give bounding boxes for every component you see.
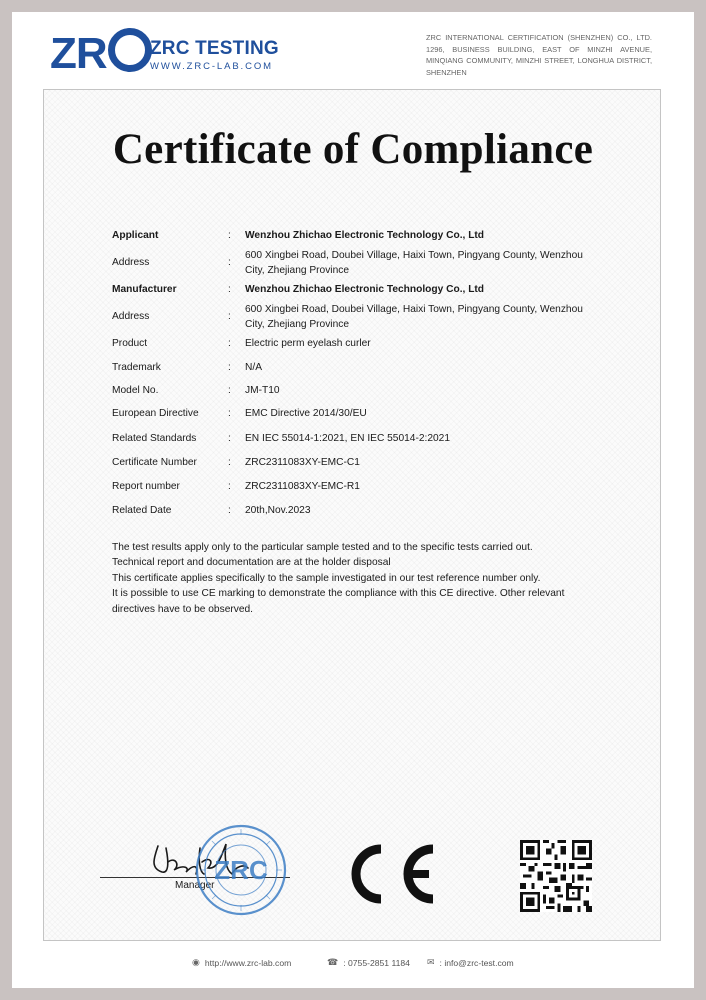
footer-website	[192, 957, 291, 968]
globe-icon: ◉	[192, 957, 200, 967]
field-colon: :	[228, 385, 231, 396]
footer-email	[427, 957, 514, 968]
field-label: Address	[112, 311, 150, 322]
field-colon: :	[228, 408, 231, 419]
field-value: 600 Xingbei Road, Doubei Village, Haixi Town, Pingyang County, Wenzhou City, Zhejiang Province	[245, 304, 583, 330]
company-address: ZRC INTERNATIONAL CERTIFICATION (SHENZHEN) CO., LTD. 1296, BUSINESS BUILDING, EAST OF MINZHI AVENUE, MINQIANG COMMUNITY, MINZHI STREET, LONGHUA DISTRICT, SHENZHEN	[426, 33, 652, 77]
field-label: Related Standards	[112, 433, 197, 444]
field-value: N/A	[245, 362, 262, 373]
note-line: Technical report and documentation are at the holder disposal	[112, 557, 391, 569]
qr-code-icon	[520, 840, 592, 912]
note-line: It is possible to use CE marking to demonstrate the compliance with this CE directive. Other relevant directives have to be observed.	[112, 588, 565, 615]
field-colon: :	[228, 433, 231, 444]
field-colon: :	[228, 505, 231, 516]
website-link[interactable]: http://www.zrc-lab.com	[204, 957, 292, 968]
field-label: Report number	[112, 481, 180, 492]
field-colon: :	[228, 257, 231, 268]
footer-phone	[327, 957, 410, 968]
zrc-logo: ZR	[50, 28, 153, 80]
field-label: Model No.	[112, 385, 159, 396]
field-value: 600 Xingbei Road, Doubei Village, Haixi Town, Pingyang County, Wenzhou City, Zhejiang Province	[245, 250, 583, 276]
logo-url: WWW.ZRC-LAB.COM	[150, 61, 273, 72]
field-value: ZRC2311083XY-EMC-R1	[245, 481, 360, 492]
field-label: Applicant	[112, 230, 159, 241]
field-colon: :	[228, 284, 231, 295]
ce-mark-icon	[347, 841, 437, 907]
field-label: Product	[112, 338, 148, 349]
field-value: Electric perm eyelash curler	[245, 338, 371, 349]
field-value: EMC Directive 2014/30/EU	[245, 408, 367, 419]
note-line: The test results apply only to the particular sample tested and to the specific tests carried out.	[112, 542, 533, 553]
email-address[interactable]: : info@zrc-test.com	[439, 957, 514, 968]
signature-label: Manager	[175, 880, 215, 891]
field-value: JM-T10	[245, 385, 280, 396]
certificate-notes	[112, 540, 592, 617]
field-label: Certificate Number	[112, 457, 197, 468]
logo-text: ZRC TESTING	[150, 38, 279, 59]
field-label: Trademark	[112, 362, 161, 373]
field-colon: :	[228, 481, 231, 492]
certificate-title: Certificate of Compliance	[112, 126, 594, 173]
field-label: European Directive	[112, 408, 199, 419]
field-value: ZRC2311083XY-EMC-C1	[245, 457, 360, 468]
field-value: EN IEC 55014-1:2021, EN IEC 55014-2:2021	[245, 433, 451, 444]
company-stamp	[194, 823, 288, 917]
field-value: Wenzhou Zhichao Electronic Technology Co., Ltd	[245, 230, 485, 241]
phone-number: : 0755-2851 1184	[343, 957, 410, 968]
field-label: Related Date	[112, 505, 172, 516]
stamp-text: ZRC	[214, 855, 268, 885]
field-colon: :	[228, 362, 231, 373]
field-colon: :	[228, 230, 231, 241]
field-value: 20th,Nov.2023	[245, 505, 311, 516]
note-line: This certificate applies specifically to the sample investigated in our test reference number only.	[112, 572, 541, 584]
envelope-icon: ✉	[427, 957, 435, 967]
field-colon: :	[228, 457, 231, 468]
field-value: Wenzhou Zhichao Electronic Technology Co., Ltd	[245, 284, 485, 295]
field-colon: :	[228, 338, 231, 349]
phone-icon: ☎	[327, 957, 339, 967]
field-colon: :	[228, 311, 231, 322]
field-label: Address	[112, 257, 150, 268]
logo-circle-icon	[108, 28, 152, 72]
field-label: Manufacturer	[112, 284, 177, 295]
